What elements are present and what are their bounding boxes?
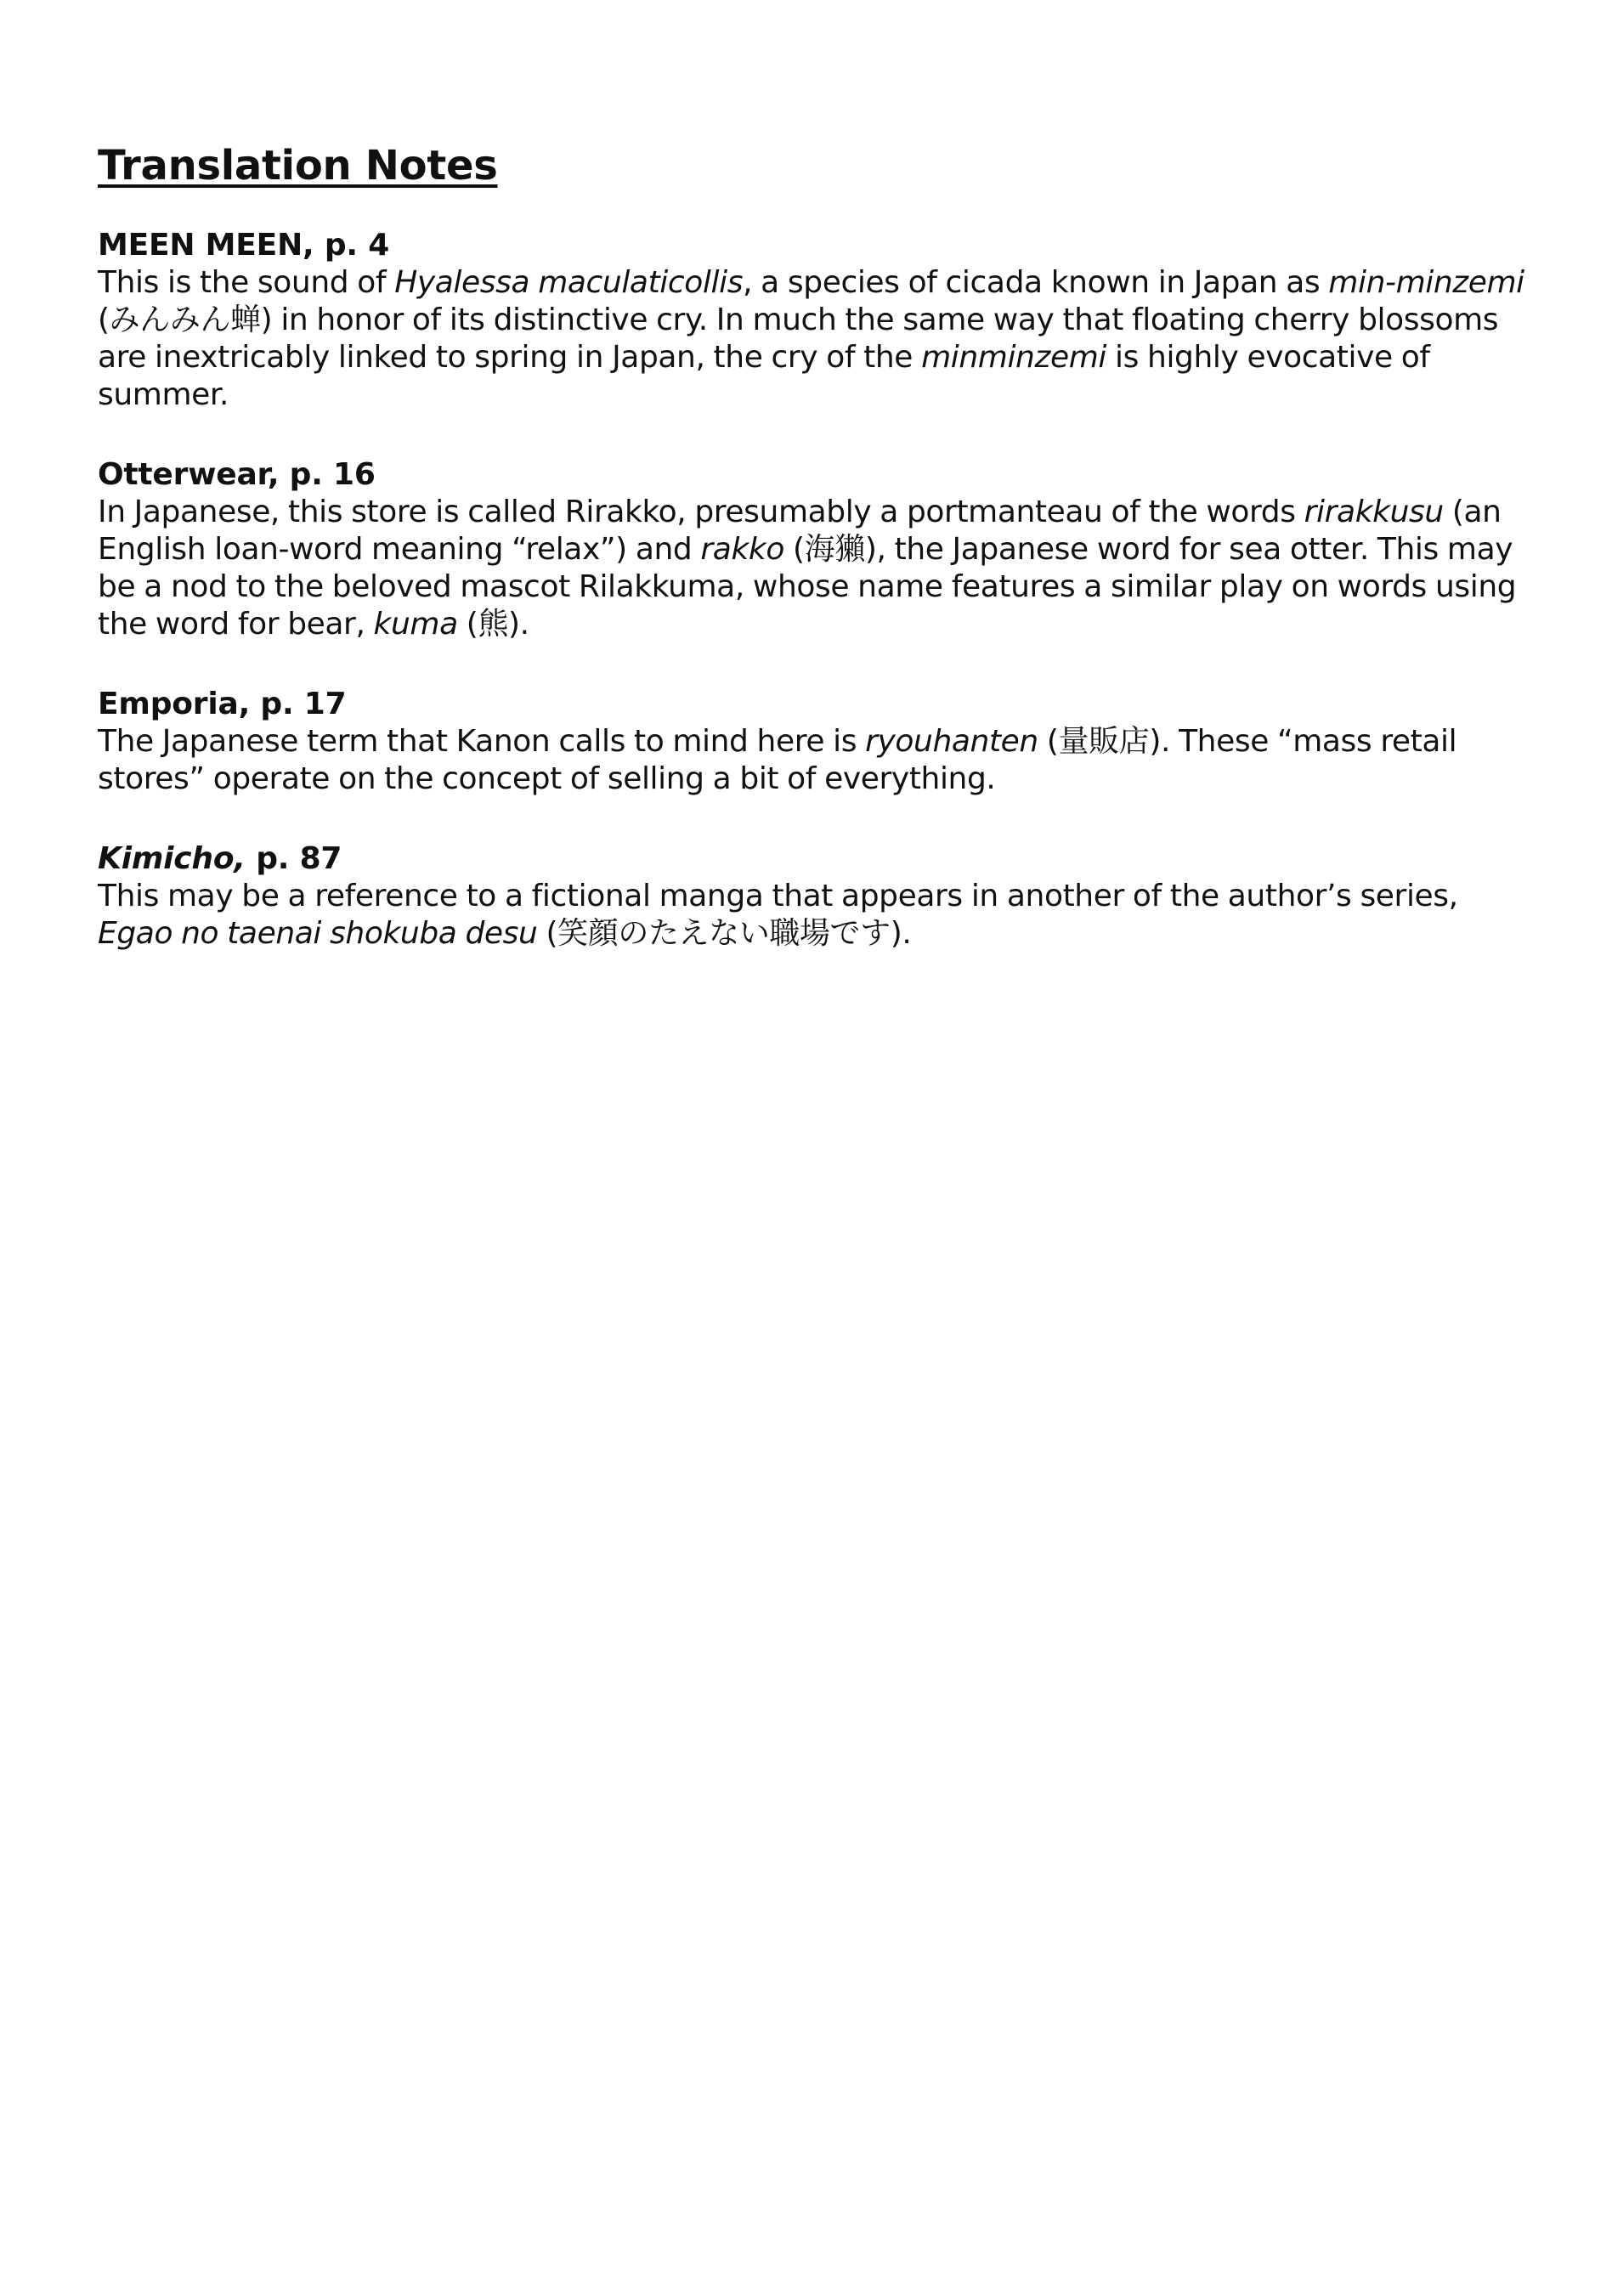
- note-body-text: Egao no taenai shokuba desu: [98, 916, 538, 952]
- note-body-text: kuma: [373, 607, 458, 642]
- note-body-text: minminzemi: [921, 340, 1106, 376]
- note-body-text: is highly evocative of summer.: [98, 340, 1430, 413]
- note-body-text: Hyalessa maculaticollis: [394, 265, 744, 301]
- note-heading-text: Otterwear, p. 16: [98, 457, 376, 493]
- note-entry: [98, 456, 1525, 643]
- note-heading: [98, 840, 1525, 878]
- note-body: [98, 878, 1525, 953]
- note-body-text: (みんみん蝉) in honor of its distinctive cry. In much the same way that floating cherry blossoms are inextricably linked to spring in Japan, the cry of the: [98, 303, 1499, 376]
- note-heading-text: Emporia, p. 17: [98, 687, 347, 722]
- page-title: Translation Notes: [98, 142, 498, 189]
- note-body-text: (an English loan-word meaning “relax”) and: [98, 495, 1502, 568]
- note-body-text: min-minzemi: [1328, 265, 1524, 301]
- note-heading-text: MEEN MEEN, p. 4: [98, 228, 390, 263]
- note-body-text: This is the sound of: [98, 265, 395, 301]
- note-body: [98, 264, 1525, 414]
- note-body-text: The Japanese term that Kanon calls to mind here is: [98, 724, 866, 760]
- note-body-text: ryouhanten: [865, 724, 1038, 760]
- notes-list: [98, 227, 1525, 953]
- note-body-text: (笑顔のたえない職場です).: [537, 916, 912, 952]
- note-body-text: (海獺), the Japanese word for sea otter. This may be a nod to the beloved mascot Rilakkuma, whose name features a similar play on words using the word for bear,: [98, 532, 1517, 642]
- note-body: [98, 723, 1525, 798]
- note-body-text: , a species of cicada known in Japan as: [743, 265, 1329, 301]
- note-body-text: (量販店). These “mass retail stores” operate on the concept of selling a bit of everything.: [98, 724, 1457, 797]
- note-body: [98, 494, 1525, 643]
- note-entry: [98, 840, 1525, 953]
- note-body-text: rirakkusu: [1304, 495, 1444, 530]
- note-body-text: rakko: [700, 532, 784, 568]
- document-page: [98, 143, 1525, 995]
- note-heading: [98, 227, 1525, 264]
- note-heading: [98, 456, 1525, 494]
- note-heading-text: Kimicho,: [98, 841, 246, 877]
- note-heading: [98, 686, 1525, 723]
- note-body-text: (熊).: [457, 607, 529, 642]
- note-heading-text: p. 87: [245, 841, 342, 877]
- note-body-text: This may be a reference to a fictional manga that appears in another of the author’s series,: [98, 879, 1458, 914]
- note-body-text: In Japanese, this store is called Rirakko, presumably a portmanteau of the words: [98, 495, 1304, 530]
- note-entry: [98, 686, 1525, 798]
- note-entry: [98, 227, 1525, 414]
